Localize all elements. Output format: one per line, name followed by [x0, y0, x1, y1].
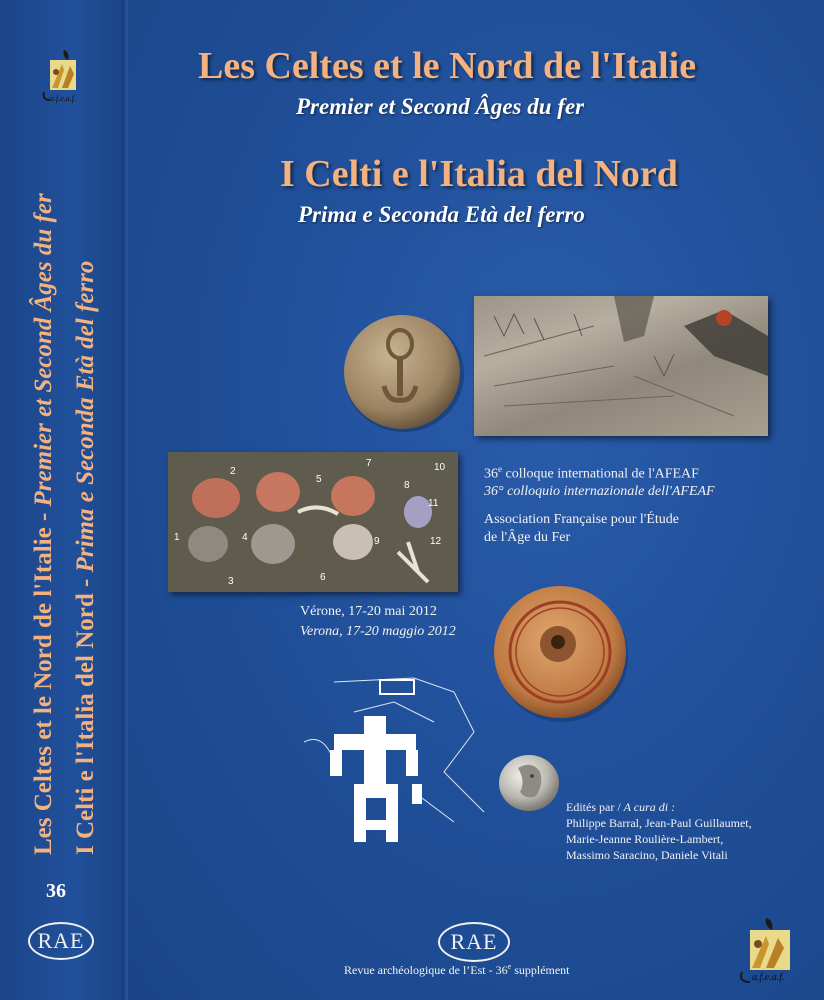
subtitle-it: Prima e Seconda Età del ferro [298, 202, 585, 227]
series-suffix: supplément [511, 963, 570, 977]
excavation-label-3: 3 [228, 576, 234, 587]
carved-stone-disc-photo [340, 310, 466, 436]
title-it: I Celti e l'Italia del Nord [280, 153, 678, 195]
book-spine [0, 0, 122, 1000]
spine-title-it-main: I Celti e l'Italia del Nord - [72, 572, 99, 855]
edited-by-it: A cura di : [623, 800, 676, 814]
editors-line3: Massimo Saracino, Daniele Vitali [566, 848, 728, 862]
colloque-superscript: e [498, 464, 502, 474]
silver-coin-photo [496, 752, 562, 814]
spine-title-fr [30, 193, 58, 855]
colloque-fr-text: colloque international de l'AFEAF [502, 466, 699, 482]
subtitle-fr: Premier et Second Âges du fer [296, 94, 585, 119]
excavation-label-6: 6 [320, 572, 326, 583]
rock-art-drawing [294, 672, 494, 860]
excavation-label-2: 2 [230, 466, 236, 477]
excavation-label-1: 1 [174, 532, 180, 543]
series-superscript: e [507, 962, 512, 971]
excavation-label-12: 12 [430, 536, 442, 547]
association-line2: de l'Âge du Fer [484, 530, 571, 545]
spine-title-it-italic: Prima e Seconda Età del ferro [72, 260, 99, 573]
colloque-number: 36 [484, 466, 498, 482]
excavation-label-8: 8 [404, 480, 410, 491]
excavation-grave-photo [168, 452, 458, 592]
edited-by [566, 800, 675, 815]
title-fr: Les Celtes et le Nord de l'Italie [198, 45, 697, 87]
place-date-fr: Vérone, 17-20 mai 2012 [300, 604, 437, 619]
excavation-label-9: 9 [374, 536, 380, 547]
excavation-label-4: 4 [242, 532, 248, 543]
spine-volume-number: 36 [46, 880, 66, 902]
excavation-label-11: 11 [428, 498, 439, 509]
excavation-label-7: 7 [366, 458, 372, 469]
association-line1: Association Française pour l'Étude [484, 512, 679, 527]
front-rae-logo: RAE [438, 922, 510, 962]
series-line [344, 962, 570, 978]
excavation-label-10: 10 [434, 462, 446, 473]
spine-title-fr-main: Les Celtes et le Nord de l'Italie - [30, 506, 57, 855]
spine-title-fr-italic: Premier et Second Âges du fer [30, 193, 57, 507]
ceramic-bowl-photo [490, 582, 630, 724]
editors-line2: Marie-Jeanne Roulière-Lambert, [566, 832, 724, 846]
spine-rae-logo: RAE [28, 922, 94, 960]
editors-line1: Philippe Barral, Jean-Paul Guillaumet, [566, 816, 752, 830]
colloque-it: 36° colloquio internazionale dell'AFEAF [484, 484, 715, 499]
edited-by-fr: Edités par / [566, 800, 624, 814]
afeaf-logo-front [736, 916, 796, 986]
afeaf-logo-front-text: a.f.e.a.f. [752, 972, 785, 983]
rock-engraving-photo [474, 296, 768, 436]
place-date-it: Verona, 17-20 maggio 2012 [300, 624, 456, 639]
series-text: Revue archéologique de l’Est - 36 [344, 963, 508, 977]
excavation-label-5: 5 [316, 474, 322, 485]
spine-title-it [72, 261, 100, 855]
afeaf-logo-spine [40, 48, 84, 106]
afeaf-logo-text: a.f.e.a.f. [50, 94, 76, 103]
colloque-fr [484, 464, 699, 483]
